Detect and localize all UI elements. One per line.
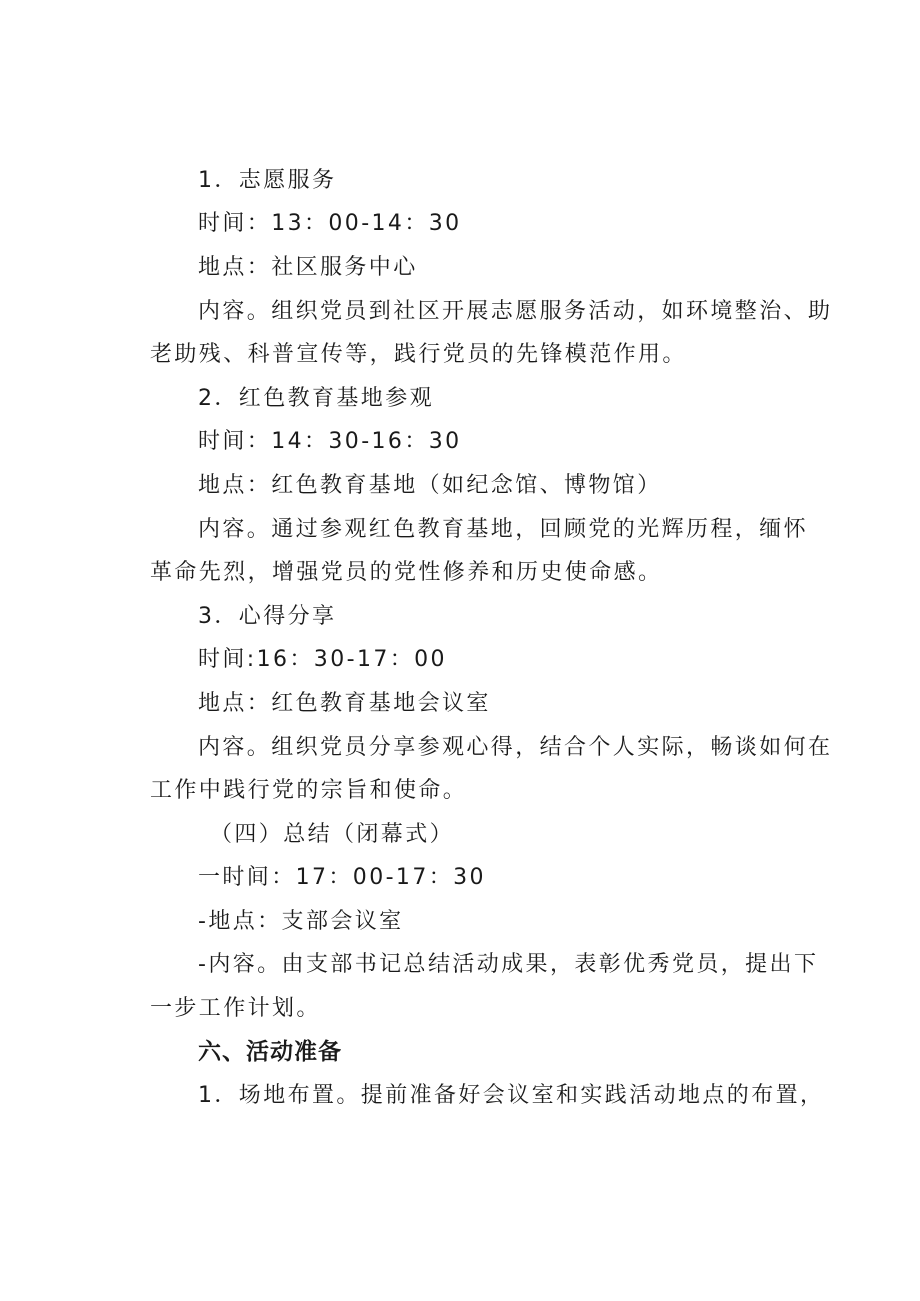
item-location-1: 地点：社区服务中心 bbox=[198, 255, 418, 280]
item-location-2: 地点：红色教育基地（如纪念馆、博物馆） bbox=[198, 473, 662, 498]
item-content-2-line-1: 内容。通过参观红色教育基地，回顾党的光辉历程，缅怀 bbox=[198, 517, 809, 542]
item-content-1-line-2: 老助残、科普宣传等，践行党员的先锋模范作用。 bbox=[150, 342, 687, 367]
item-title-volunteer-service: 1．志愿服务 bbox=[198, 168, 337, 193]
item-content-3-line-2: 工作中践行党的宗旨和使命。 bbox=[150, 778, 468, 803]
item-content-2-line-2: 革命先烈，增强党员的党性修养和历史使命感。 bbox=[150, 560, 663, 585]
item-location-3: 地点：红色教育基地会议室 bbox=[198, 691, 491, 716]
item-content-3-line-1: 内容。组织党员分享参观心得，结合个人实际，畅谈如何在 bbox=[198, 735, 833, 760]
item-title-experience-sharing: 3．心得分享 bbox=[198, 604, 337, 629]
summary-location: -地点：支部会议室 bbox=[198, 909, 404, 934]
item-content-1-line-1: 内容。组织党员到社区开展志愿服务活动，如环境整治、助 bbox=[198, 299, 833, 324]
summary-content-line-1: -内容。由支部书记总结活动成果，表彰优秀党员，提出下 bbox=[198, 952, 819, 977]
summary-time: 一时间：17：00-17：30 bbox=[198, 865, 486, 890]
item-time-3: 时间:16：30-17：00 bbox=[198, 647, 447, 672]
item-time-1: 时间：13：00-14：30 bbox=[198, 211, 462, 236]
item-title-red-education-visit: 2．红色教育基地参观 bbox=[198, 386, 434, 411]
item-time-2: 时间：14：30-16：30 bbox=[198, 429, 462, 454]
section-title-summary: （四）总结（闭幕式） bbox=[210, 822, 455, 847]
summary-content-line-2: 一步工作计划。 bbox=[150, 996, 321, 1021]
preparation-item-1: 1．场地布置。提前准备好会议室和实践活动地点的布置， bbox=[198, 1083, 825, 1108]
section-heading-preparation: 六、活动准备 bbox=[198, 1039, 342, 1065]
